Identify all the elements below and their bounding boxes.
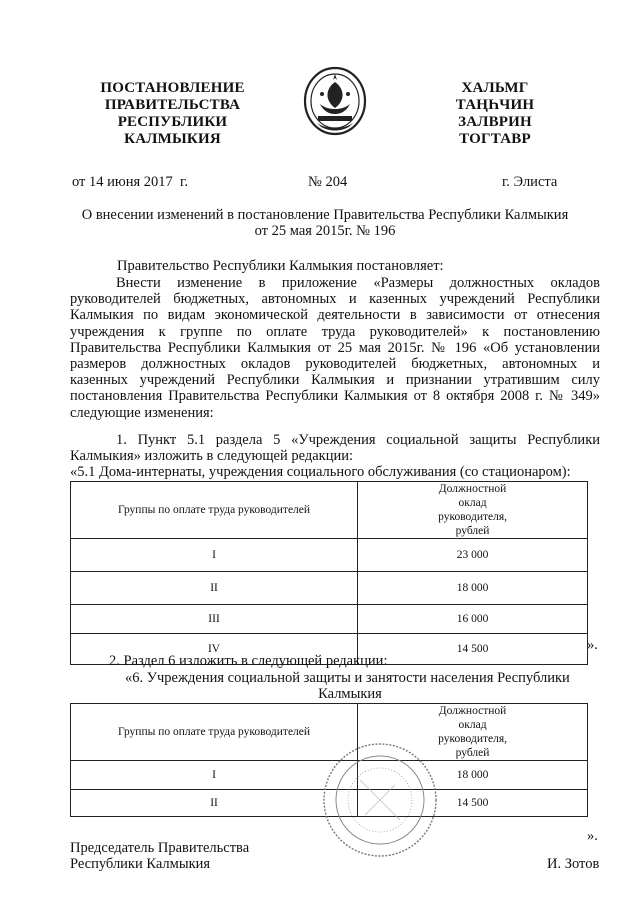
table-cell: 18 000 [358, 572, 588, 605]
para-line: казенных учреждений Республики Калмыкия и признании утратившим силу [70, 372, 600, 389]
table-row [71, 605, 588, 634]
item1-line: Калмыкия» изложить в следующей редакции: [70, 448, 354, 465]
para-line: руководителей бюджетных, автономных и казенных учреждений Республики [70, 291, 600, 308]
item2-sub-line: «6. Учреждения социальной защиты и занятости населения Республики [125, 670, 570, 686]
header-right-line: ХАЛЬМГ [461, 80, 529, 96]
para-line: Калмыкия по видам экономической деятельности в зависимости от отнесения [70, 307, 600, 324]
para-line: Правительства Республики Калмыкия от 25 мая 2015г. № 196 «Об установлении [70, 339, 600, 356]
para-line: Внести изменение в приложение «Размеры должностных окладов [116, 275, 600, 291]
para-line: следующие изменения: [70, 404, 214, 421]
item2: 2. Раздел 6 изложить в следующей редакции: [109, 653, 388, 669]
header-right-line: ЗАЛВРИН [458, 114, 532, 130]
header-left-line: КАЛМЫКИЯ [124, 131, 221, 147]
table-row [71, 572, 588, 605]
intro-text: Правительство Республики Калмыкия постановляет: [117, 258, 444, 274]
header-left-line: ПОСТАНОВЛЕНИЕ [100, 80, 245, 96]
signature-title-line: Республики Калмыкия [70, 856, 211, 873]
table-header-cell: Группы по оплате труда руководителей [71, 704, 358, 761]
header-right [445, 80, 545, 148]
item2-sub-line: Калмыкия [318, 686, 382, 703]
header-left [90, 80, 255, 148]
table-cell: II [71, 790, 358, 817]
table-cell: 14 500 [358, 634, 588, 665]
table-cell: III [71, 605, 358, 634]
table-header-row [71, 482, 588, 539]
signature-title [70, 840, 249, 872]
item2-end: ». [587, 828, 598, 844]
header-left-line: РЕСПУБЛИКИ [117, 114, 228, 130]
table-header-cell: Группы по оплате труда руководителей [71, 482, 358, 539]
main-paragraph [70, 275, 600, 421]
salary-table-1 [70, 481, 588, 665]
header-right-line: ТОГТАВР [459, 131, 531, 147]
kalmykia-emblem-icon [300, 64, 370, 138]
item1-subheading: «5.1 Дома-интернаты, учреждения социального обслуживания (со стационаром): [70, 464, 571, 481]
header-right-line: ТАҢҺЧИН [455, 97, 535, 113]
table-cell: 23 000 [358, 539, 588, 572]
official-seal-icon [320, 740, 440, 860]
doc-title-line: от 25 мая 2015г. № 196 [254, 223, 396, 240]
doc-date: от 14 июня 2017 г. [72, 174, 188, 190]
para-line: постановления Правительства Республики Калмыкия от 8 октября 2008 г. № 349» [70, 388, 600, 405]
table-cell: II [71, 572, 358, 605]
table-cell: I [71, 761, 358, 790]
item1-end: ». [587, 637, 598, 653]
table-cell: IV [71, 634, 358, 665]
item1 [70, 432, 600, 481]
para-line: учреждения к группе по оплате труда руководителей» к постановлению [70, 323, 600, 340]
table-cell: I [71, 539, 358, 572]
table-cell: 14 500 [358, 790, 588, 817]
table-header-cell: Должностной оклад руководителя, рублей [358, 482, 588, 539]
doc-city: г. Элиста [502, 174, 558, 190]
signature-name: И. Зотов [547, 856, 600, 872]
table-cell: 18 000 [358, 761, 588, 790]
table-header-cell: Должностной оклад руководителя, рублей [358, 704, 588, 761]
doc-number: № 204 [308, 174, 348, 190]
para-line: размеров должностных окладов руководителей бюджетных, автономных и [70, 356, 600, 373]
signature-title-line: Председатель Правительства [70, 840, 250, 856]
doc-title-line: О внесении изменений в постановление Правительства Республики Калмыкия [81, 207, 569, 223]
table-row [71, 539, 588, 572]
table-cell: 16 000 [358, 605, 588, 634]
header-left-line: ПРАВИТЕЛЬСТВА [104, 97, 241, 113]
item2-subheading [125, 670, 585, 702]
doc-title [60, 207, 590, 239]
item1-line: 1. Пункт 5.1 раздела 5 «Учреждения социальной защиты Республики [116, 432, 600, 448]
